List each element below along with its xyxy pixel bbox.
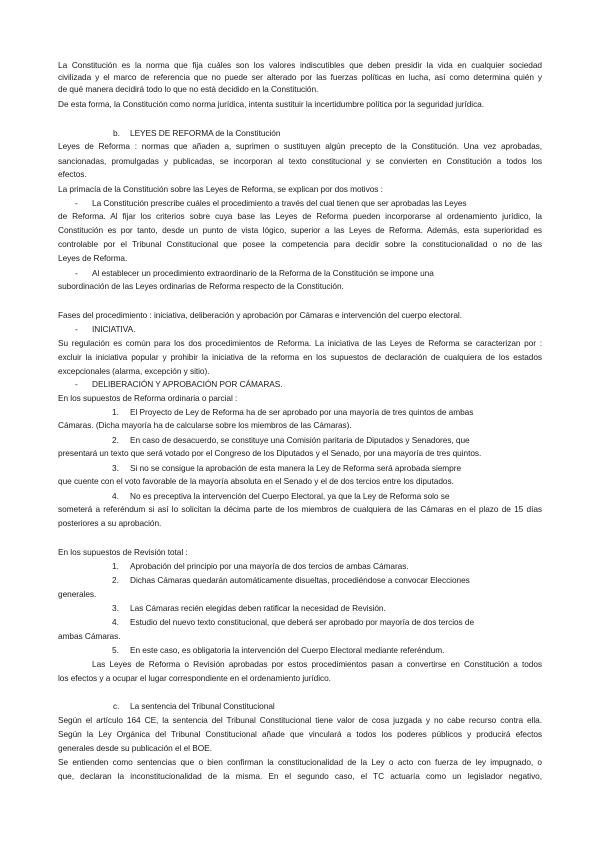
motive-1-line: controlable por el Tribunal Constitucional que posee la competencia para decidir sobre la constitucionalidad o no de las xyxy=(58,239,542,249)
total-step-line: Aprobación del principio por una mayoría de dos tercios de ambas Cámaras. xyxy=(130,561,409,571)
primacy-line: La primacía de la Constitución sobre las Leyes de Reforma, se explican por dos motivos : xyxy=(58,184,383,194)
section-c-line: Se entienden como sentencias que o bien confirman la constitucionalidad de la Ley o acto con fuerza de ley impugnado, o xyxy=(58,757,542,767)
intro-line: De esta forma, la Constitución como norma jurídica, intenta sustituir la incertidumbre política por la seguridad jurídica. xyxy=(58,99,485,109)
initiative-line: excepcionales (alarma, excepción y sitio). xyxy=(58,366,210,376)
section-c-line: Según la Ley Orgánica del Tribunal Constitucional añade que vinculará a todos los poderes públicos y producirá efectos xyxy=(58,729,542,739)
definition-line: Leyes de Reforma : normas que añaden a, suprimen o sustituyen algún precepto de la Constitución. Una vez aprobadas, xyxy=(58,141,542,151)
partial-step-line: Cámaras. (Dicha mayoría ha de calcularse sobre los miembros de las Cámaras). xyxy=(58,420,352,430)
step-number: 5. xyxy=(112,645,119,655)
intro-line: La Constitución es la norma que fija cuáles son los valores indiscutibles que deben presidir la vida en cualquier sociedad xyxy=(58,60,542,70)
total-step-line: Dichas Cámaras quedarán automáticamente disueltas, procediéndose a convocar Elecciones xyxy=(130,575,470,585)
intro-line: de qué manera decidirá todo lo que no está decidido en la Constitución. xyxy=(58,84,319,94)
bullet-dash: - xyxy=(75,379,78,389)
step-number: 3. xyxy=(112,463,119,473)
total-step-line: generales. xyxy=(58,589,97,599)
total-step-line: ambas Cámaras. xyxy=(58,631,121,641)
partial-step-line: someterá a referéndum si así lo solicitan la décima parte de los miembros de cualquiera de las Cámaras en el plazo de 15 días xyxy=(58,504,542,514)
motive-1-line: de Reforma. Al fijar los criterios sobre cuya base las Leyes de Reforma pueden incorporarse al ordenamiento jurídico, la xyxy=(58,211,542,221)
partial-intro: En los supuestos de Reforma ordinaria o parcial : xyxy=(58,393,238,403)
partial-step-line: presentará un texto que será votado por el Congreso de los Diputados y el Senado, por una mayoría de tres quintos. xyxy=(58,448,482,458)
total-step-line: Estudio del nuevo texto constitucional, que deberá ser aprobado por mayoría de dos tercios de xyxy=(130,617,475,627)
motive-1-line: Constitución es por tanto, desde un punto de vista lógico, superior a las Leyes de Reforma. Además, esta superioridad es xyxy=(58,225,542,235)
section-c-line: generales desde su publicación el el BOE. xyxy=(58,743,212,753)
bullet-dash: - xyxy=(75,268,78,278)
partial-step-line: El Proyecto de Ley de Reforma ha de ser aprobado por una mayoría de tres quintos de ambas xyxy=(130,407,474,417)
partial-step-line: que cuente con el voto favorable de la mayoría absoluta en el Senado y el de dos tercios entre los diputados. xyxy=(58,476,454,486)
partial-step-line: En caso de desacuerdo, se constituye una Comisión paritaria de Diputados y Senadores, que xyxy=(130,435,470,445)
section-c-line: Según el artículo 164 CE, la sentencia del Tribunal Constitucional tiene valor de cosa juzgada y no cabe recurso contra ella. xyxy=(58,715,542,725)
motive-1-line: Leyes de Reforma. xyxy=(58,253,128,263)
partial-step-line: Si no se consigue la aprobación de esta manera la Ley de Reforma será aprobada siempre xyxy=(130,463,462,473)
section-b-title: LEYES DE REFORMA de la Constitución xyxy=(130,128,281,138)
definition-line: sancionadas, promulgadas y publicadas, se incorporan al texto constitucional y se convierten en Constitución a todos los xyxy=(58,156,542,166)
step-number: 2. xyxy=(112,435,119,445)
initiative-title: INICIATIVA. xyxy=(92,324,136,334)
motive-2-line: subordinación de las Leyes ordinarias de Reforma respecto de la Constitución. xyxy=(58,281,344,291)
section-b-letter: b. xyxy=(113,128,120,138)
bullet-dash: - xyxy=(75,324,78,334)
phases-line: Fases del procedimiento : iniciativa, deliberación y aprobación por Cámaras e intervención del cuerpo electoral. xyxy=(58,310,462,320)
initiative-line: Su regulación es común para los dos procedimientos de Reforma. La iniciativa de las Leyes de Reforma se caracterizan por : xyxy=(58,338,542,348)
motive-2-line: Al establecer un procedimiento extraordinario de la Reforma de la Constitución se impone una xyxy=(92,268,434,278)
motive-1-line: La Constitución prescribe cuáles el procedimiento a través del cual tienen que ser aprobadas las Leyes xyxy=(92,198,467,208)
initiative-line: excluir la iniciativa popular y prohibir la iniciativa de la reforma en los supuestos de declaración de cualquiera de los estados xyxy=(58,352,542,362)
partial-step-line: No es preceptiva la intervención del Cuerpo Electoral, ya que la Ley de Reforma solo se xyxy=(130,491,450,501)
step-number: 4. xyxy=(112,617,119,627)
total-step-line: Las Cámaras recién elegidas deben ratificar la necesidad de Revisión. xyxy=(130,603,386,613)
section-c-line: que, declaran la inconstitucionalidad de la misma. En el segundo caso, el TC actuaría como un legislador negativo, xyxy=(58,771,542,781)
step-number: 1. xyxy=(112,407,119,417)
step-number: 4. xyxy=(112,491,119,501)
partial-step-line: posteriores a su aprobación. xyxy=(58,518,162,528)
closing-line: Las Leyes de Reforma o Revisión aprobadas por estos procedimientos pasan a convertirse en Constitución a todos xyxy=(92,659,542,669)
step-number: 1. xyxy=(112,561,119,571)
section-c-title: La sentencia del Tribunal Constitucional xyxy=(130,701,275,711)
closing-line: los efectos y a ocupar el lugar correspondiente en el ordenamiento jurídico. xyxy=(58,673,331,683)
total-intro: En los supuestos de Revisión total : xyxy=(58,547,188,557)
deliberation-title: DELIBERACIÓN Y APROBACIÓN POR CÁMARAS. xyxy=(92,379,283,389)
section-c-letter: c. xyxy=(113,701,120,711)
total-step-line: En este caso, es obligatoria la intervención del Cuerpo Electoral mediante referéndum. xyxy=(130,645,445,655)
intro-line: civilizada y el marco de referencia que no puede ser alterado por las fuerzas políticas en lucha, así como determina quién y xyxy=(58,72,542,82)
definition-line: efectos. xyxy=(58,169,87,179)
step-number: 2. xyxy=(112,575,119,585)
step-number: 3. xyxy=(112,603,119,613)
bullet-dash: - xyxy=(75,198,78,208)
